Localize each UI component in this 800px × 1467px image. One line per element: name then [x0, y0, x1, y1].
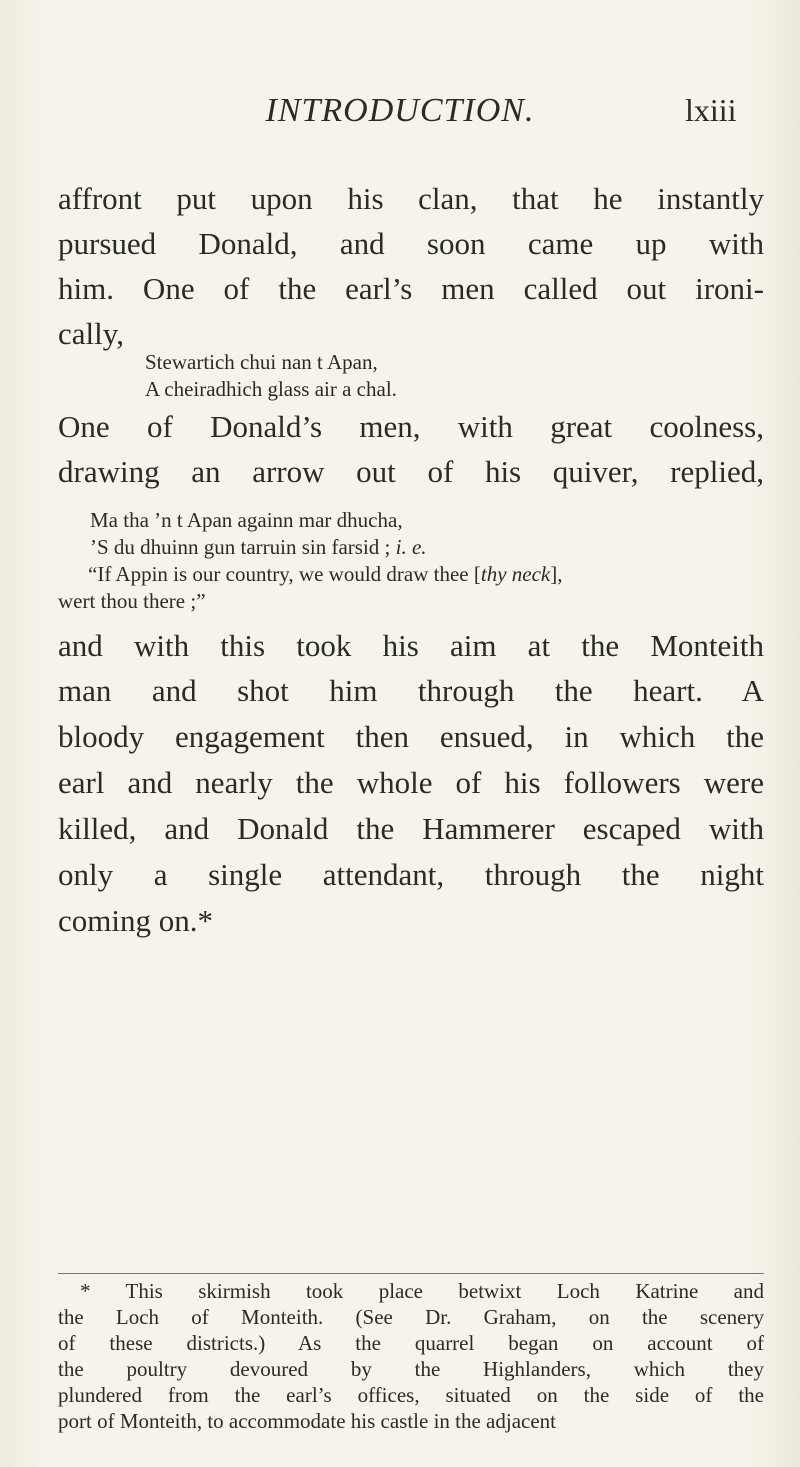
- verse-line: A cheiradhich glass air a chal.: [145, 377, 397, 401]
- text-line: pursued Donald, and soon came up with: [58, 226, 764, 261]
- translation-line: wert thou there ;”: [58, 589, 206, 613]
- text-line: man and shot him through the heart. A: [58, 673, 764, 708]
- footnote-rule: [58, 1273, 764, 1274]
- text-line: and with this took his aim at the Monteith: [58, 628, 764, 663]
- text-line: killed, and Donald the Hammerer escaped with: [58, 811, 764, 846]
- translation-text: “If Appin is our country, we would draw thee [: [88, 562, 481, 586]
- translation-italic: thy neck: [480, 562, 551, 586]
- footnote-line: the poultry devoured by the Highlanders, which they: [58, 1357, 764, 1381]
- translation-text-end: ],: [550, 562, 563, 586]
- text-line: One of Donald’s men, with great coolness,: [58, 409, 764, 444]
- verse-2-last: [58, 588, 764, 615]
- text-line: earl and nearly the whole of his followers were: [58, 765, 764, 800]
- text-line: affront put upon his clan, that he instantly: [58, 181, 764, 216]
- text-line: only a single attendant, through the night: [58, 857, 764, 892]
- verse-line: Stewartich chui nan t Apan,: [145, 350, 378, 374]
- text-line: bloody engagement then ensued, in which the: [58, 719, 764, 754]
- paragraph-1: [58, 176, 764, 356]
- verse-line: Ma tha ’n t Apan againn mar dhucha,: [90, 508, 403, 532]
- paragraph-3: [58, 623, 764, 944]
- footnote-line: * This skirmish took place betwixt Loch Katrine and: [80, 1279, 764, 1303]
- running-head: [40, 92, 800, 152]
- translation-line: [88, 561, 764, 588]
- page-number: lxiii: [685, 92, 737, 128]
- footnote-line: of these districts.) As the quarrel began on account of: [58, 1331, 764, 1355]
- footnote-line: the Loch of Monteith. (See Dr. Graham, on the scenery: [58, 1305, 764, 1329]
- verse-1: [145, 349, 745, 403]
- paragraph-2: [58, 404, 764, 494]
- text-line: cally,: [58, 316, 124, 351]
- footnote: [58, 1278, 764, 1434]
- ie-abbrev: i. e.: [395, 535, 427, 559]
- text-line: drawing an arrow out of his quiver, replied,: [58, 454, 764, 489]
- verse-text: ’S du dhuinn gun tarruin sin farsid ;: [90, 535, 396, 559]
- footnote-line: plundered from the earl’s offices, situated on the side of the: [58, 1383, 764, 1407]
- text-line: coming on.*: [58, 903, 213, 938]
- footnote-line: port of Monteith, to accommodate his castle in the adjacent: [58, 1409, 557, 1433]
- running-head-title: INTRODUCTION.: [265, 92, 535, 129]
- verse-2: [88, 507, 764, 588]
- verse-line: [88, 534, 764, 561]
- text-line: him. One of the earl’s men called out ironi-: [58, 271, 764, 306]
